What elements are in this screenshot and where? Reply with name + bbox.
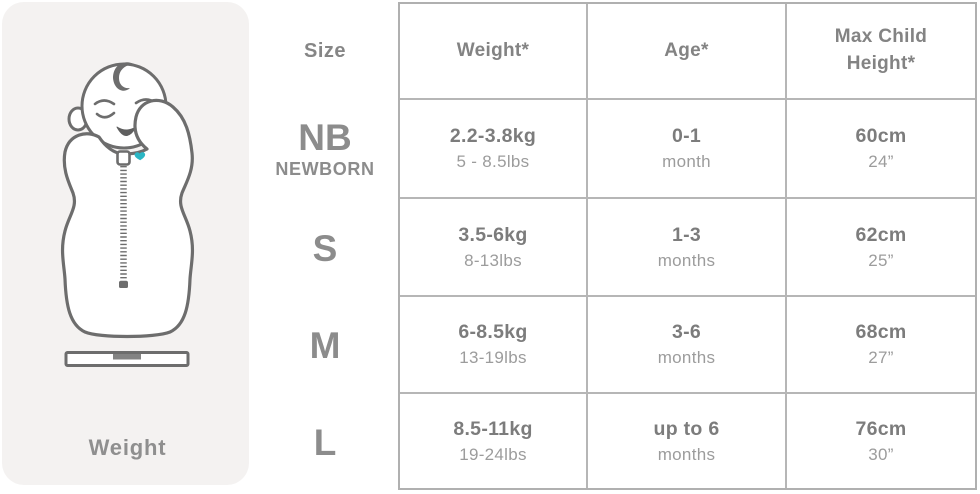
- panel-caption: Weight: [88, 435, 167, 460]
- size-label-l: L: [313, 421, 337, 463]
- table-row-s-weight: 3.5-6kg 8-13lbs: [400, 199, 588, 297]
- table-row-nb-age: 0-1 month: [588, 100, 787, 199]
- table-row-l-weight: 8.5-11kg 19-24lbs: [400, 394, 588, 488]
- swaddled-baby-illustration: [2, 2, 252, 432]
- zipper-stop: [119, 281, 128, 288]
- table-row-s-height: 62cm 25”: [787, 199, 975, 297]
- size-column: [252, 2, 398, 490]
- table-row-s-age: 1-3 months: [588, 199, 787, 297]
- col-header-weight: Weight*: [400, 4, 588, 100]
- table-row-m-height: 68cm 27”: [787, 297, 975, 394]
- size-table: [398, 2, 977, 490]
- table-row-m-weight: 6-8.5kg 13-19lbs: [400, 297, 588, 394]
- size-label-s: S: [312, 227, 338, 269]
- col-header-max-height: Max Child Height*: [787, 4, 975, 100]
- size-column-header: Size: [303, 39, 347, 62]
- col-header-age: Age*: [588, 4, 787, 100]
- table-row-nb-weight: 2.2-3.8kg 5 - 8.5lbs: [400, 100, 588, 199]
- table-row-nb-height: 60cm 24”: [787, 100, 975, 199]
- table-row-m-age: 3-6 months: [588, 297, 787, 394]
- scale-icon: [66, 353, 188, 366]
- size-label-nb: NB NEWBORN: [275, 117, 375, 179]
- zipper-pull: [118, 152, 130, 165]
- table-row-l-age: up to 6 months: [588, 394, 787, 488]
- table-row-l-height: 76cm 30”: [855, 417, 907, 464]
- size-label-m: M: [309, 325, 341, 366]
- weight-panel: [2, 2, 249, 485]
